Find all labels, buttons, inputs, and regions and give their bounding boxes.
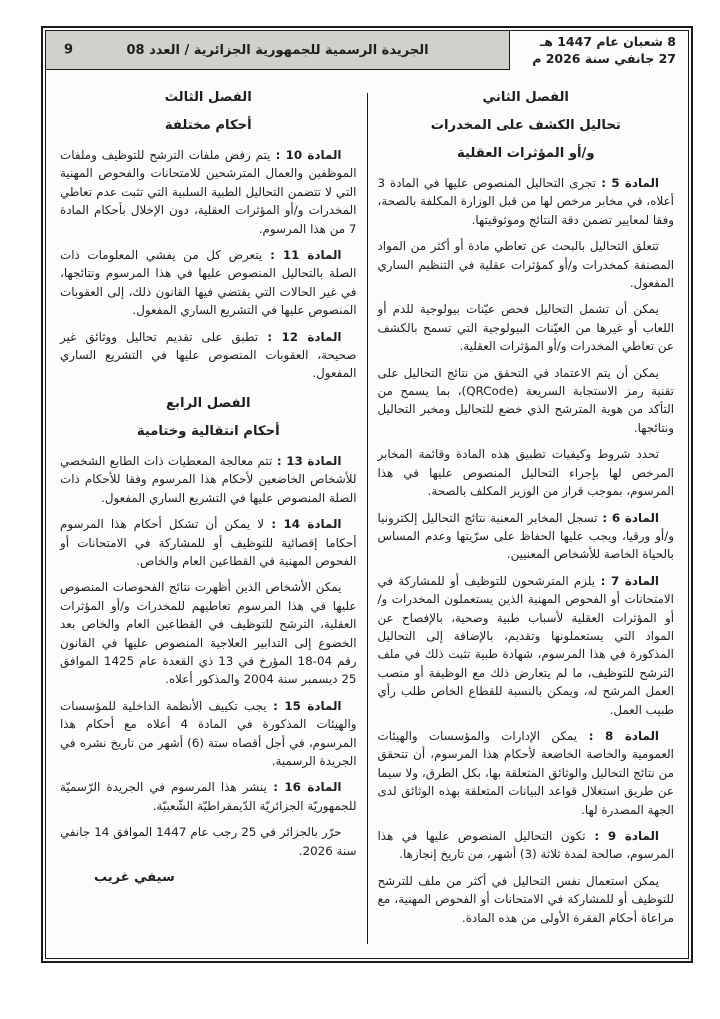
body-paragraph: يمكن أن يتم الاعتماد في التحقق من نتائج التحاليل على تقنية رمز الاستجابة السريعة (QRCode)، بما يسمح من التأكد من هوية المترشح الذي خضع للتحاليل ومخبر التحاليل ونتائجها. — [377, 365, 674, 435]
gazette-page — [41, 26, 693, 963]
article-label: المادة 11 : — [262, 248, 342, 263]
article-paragraph: المادة 8 : يمكن الإدارات والمؤسسات والهيئات العمومية والخاصة الخاضعة لأحكام هذا المرسوم، أن تتحقق من نتائج التحاليل والوثائق المتعلقة بها، بكل الطرق، ولا سيما عن طريق استغلال قواعد البيانات المتعلقة بهذه الوثائق لدى الجهة المصدرة لها. — [377, 728, 674, 817]
article-paragraph: المادة 6 : تسجل المخابر المعنية نتائج التحاليل إلكترونيا و/أو ورقيا، ويجب عليها الحفاظ على سرّيتها وعدم المساس بالحياة الخاصة للأشخاص المعنيين. — [377, 510, 674, 562]
article-label: المادة 10 : — [270, 148, 342, 162]
chapter-heading: أحكام انتقالية وختامية — [136, 423, 280, 439]
article-paragraph: المادة 9 : تكون التحاليل المنصوص عليها في هذا المرسوم، صالحة لمدة ثلاثة (3) أشهر، من تاريخ إنجازها. — [377, 829, 674, 862]
article-paragraph: المادة 14 : لا يمكن أن تشكل أحكام هذا المرسوم أحكاما إقصائية للتوظيف أو للمشاركة في الامتحانات أو الفحوص المهنية في القطاعين العام والخاص. — [60, 517, 357, 568]
article-label: المادة 5 : — [596, 176, 659, 190]
article-paragraph: المادة 5 : تجرى التحاليل المنصوص عليها في المادة 3 أعلاه، في مخابر مرخص لها من قبل الوزارة المكلفة بالصحة، وفقا لمعايير تضمن دقة النتائج وموثوقيتها. — [377, 176, 674, 227]
date-gregorian: 27 جانفي سنة 2026 م — [532, 50, 676, 66]
chapter-heading: الفصل الرابع — [166, 395, 251, 411]
chapter-heading: و/أو المؤثرات العقلية — [456, 146, 595, 161]
body-paragraph: تحدد شروط وكيفيات تطبيق هذه المادة وقائمة المخابر المرخص لها بإجراء التحاليل المنصوص عليها في هذا المرسوم، بموجب قرار من الوزير المكلف بالصحة. — [377, 447, 674, 499]
article-label: المادة 8 : — [577, 728, 659, 743]
article-paragraph: المادة 7 : يلزم المترشحون للتوظيف أو للمشاركة في الامتحانات أو الفحوص المهنية الذين يستعملون المخدرات و/أو المؤثرات العقلية لأسباب طبية وصحية، بالإفصاح عن المواد التي يستعملونها وتقديم، بالإضافة إلى التحاليل المذكورة في هذا المرسوم، شهادة طبية تثبت ذلك في ملف الترشح للتوظيف، ما لم يتعارض ذلك مع الوظيفة أو منصب العمل المرشح له، ويمكن بالنسبة للقطاع الخاص طلب رأي طبيب العمل. — [377, 573, 674, 717]
article-label: المادة 15 : — [266, 698, 342, 713]
chapter-heading: أحكام مختلفة — [164, 118, 252, 133]
article-label: المادة 12 : — [258, 329, 342, 344]
article-label: المادة 6 : — [597, 510, 659, 525]
page-border-frame — [45, 30, 689, 959]
column-left — [50, 70, 367, 958]
article-label: المادة 13 : — [272, 453, 342, 468]
body-paragraph: يمكن الأشخاص الذين أظهرت نتائج الفحوصات المنصوص عليها في هذا المرسوم تعاطيهم للمخدرات و/أو المؤثرات العقلية، الترشح للتوظيف في القطاعين العام والخاص بعد الخضوع إلى التدابير العلاجية المنصوص عليها في القانون رقم 04-18 المؤرخ في 13 ذي القعدة عام 1425 الموافق 25 ديسمبر سنة 2004 والمذكور أعلاه. — [60, 580, 357, 687]
article-label: المادة 16 : — [266, 780, 342, 795]
article-paragraph: المادة 16 : ينشر هذا المرسوم في الجريدة الرّسميّة للجمهوريّة الجزائريّة الدّيمقراطيّة الشّعبيّة. — [60, 780, 357, 813]
article-paragraph: المادة 11 : يتعرض كل من يفشي المعلومات ذات الصلة بالتحاليل المنصوص عليها في هذا المرسوم ونتائجها، في غير الحالات التي يقتضي فيها القانون ذلك، إلى العقوبات المنصوص عليها في التشريع الساري المفعول. — [60, 248, 357, 318]
date-hijri: 8 شعبان عام 1447 هـ — [539, 34, 676, 49]
article-label: المادة 14 : — [263, 517, 342, 532]
journal-title: الجريدة الرسمية للجمهورية الجزائرية / العدد 08 — [126, 42, 429, 58]
article-label: المادة 9 : — [585, 829, 659, 843]
chapter-heading: تحاليل الكشف على المخدرات — [430, 118, 621, 133]
article-paragraph: المادة 13 : تتم معالجة المعطيات ذات الطابع الشخصي للأشخاص الخاضعين لأحكام هذا المرسوم وفقا للأحكام ذات الصلة المنصوص عليها في التشريع الساري المفعول. — [60, 453, 357, 505]
signature: سيفي غريب — [94, 870, 175, 885]
body-paragraph: يمكن أن تشمل التحاليل فحص عيّنات بيولوجية للدم أو اللعاب أو غيرها من العيّنات البيولوجية التي تسمح بالكشف عن تعاطي المخدرات و/أو المؤثرات العقلية. — [377, 302, 674, 354]
column-right — [368, 70, 685, 958]
chapter-heading: الفصل الثاني — [482, 90, 569, 105]
article-paragraph: المادة 10 : يتم رفض ملفات الترشح للتوظيف وملفات الموظفين والعمال المترشحين للامتحانات والفحوص المهنية التي لا تتضمن التحاليل الطبية السلبية التي تثبت عدم تعاطي المخدرات و/أو المؤثرات العقلية، دون الإخلال بأحكام المادة 7 من هذا المرسوم. — [60, 148, 357, 236]
page-content — [46, 70, 688, 958]
body-paragraph: يمكن استعمال نفس التحاليل في أكثر من ملف للترشح للتوظيف أو للمشاركة في الامتحانات أو الفحوص المهنية، مع مراعاة أحكام الفقرة الأولى من هذه المادة. — [377, 873, 674, 925]
article-paragraph: المادة 12 : تطبق على تقديم تحاليل ووثائق غير صحيحة، العقوبات المنصوص عليها في التشريع الساري المفعول. — [60, 329, 357, 381]
issue-date — [510, 31, 688, 70]
page-number: 9 — [64, 42, 74, 58]
article-paragraph: المادة 15 : يجب تكييف الأنظمة الداخلية للمؤسسات والهيئات المذكورة في المادة 4 أعلاه مع أحكام هذا المرسوم، في أجل أقصاه ستة (6) أشهر من تاريخ نشره في الجريدة الرسمية. — [60, 698, 357, 768]
page-header — [46, 31, 688, 70]
chapter-heading: الفصل الثالث — [164, 90, 252, 105]
article-label: المادة 7 : — [595, 573, 659, 588]
journal-title-box — [46, 31, 510, 70]
body-paragraph: تتعلق التحاليل بالبحث عن تعاطي مادة أو أكثر من المواد المصنفة كمخدرات و/أو كمؤثرات عقلية في التنظيم الساري المفعول. — [377, 239, 674, 291]
column-divider — [367, 93, 368, 944]
body-paragraph: حرّر بالجزائر في 25 رجب عام 1447 الموافق 14 جانفي سنة 2026. — [60, 825, 357, 858]
